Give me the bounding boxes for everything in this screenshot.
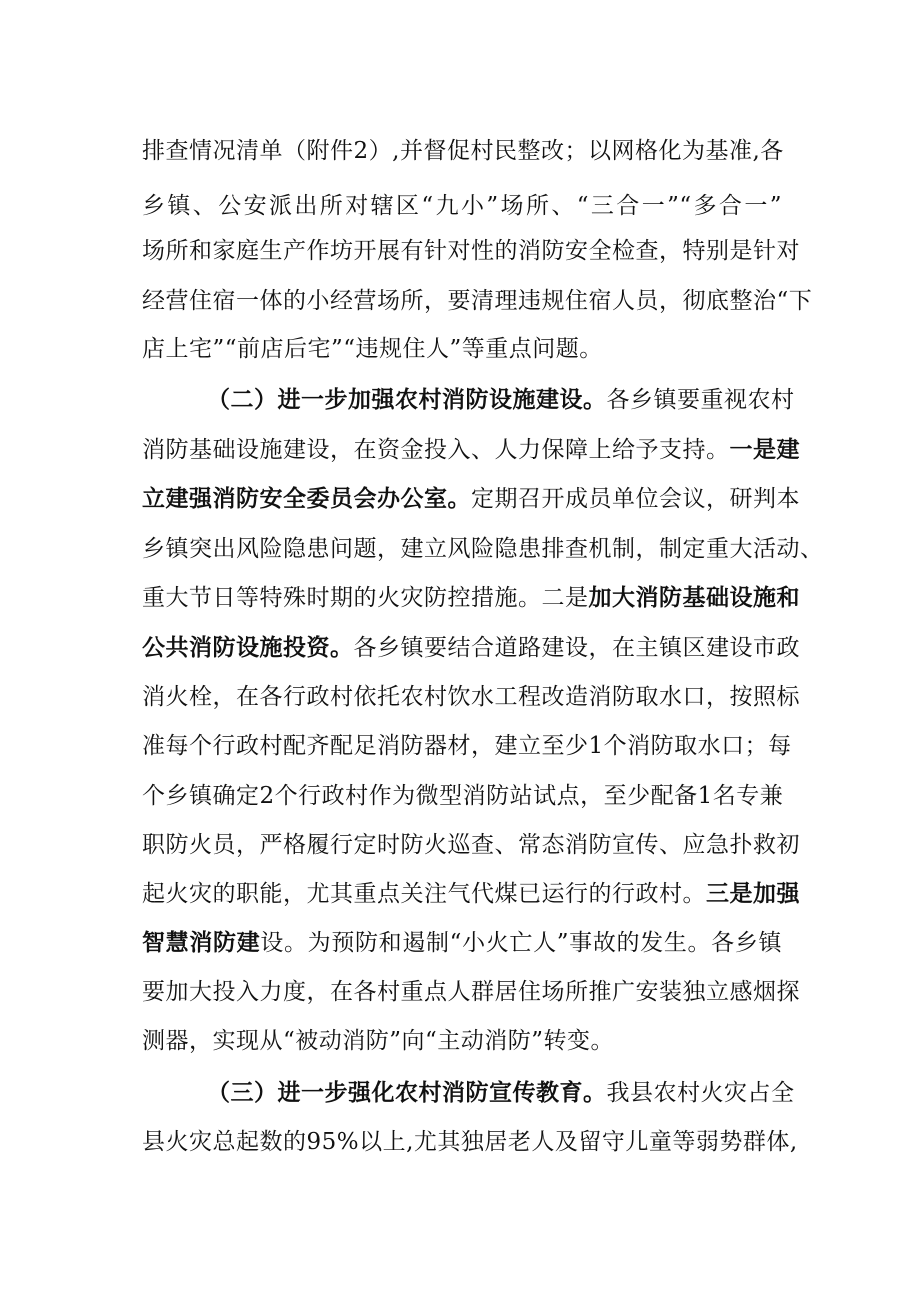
- text-line: [142, 827, 800, 863]
- emphasis-text: 加大消防基础设施和: [588, 584, 800, 611]
- text-line: [142, 481, 800, 517]
- text-line: [142, 133, 782, 169]
- text-run: 各乡镇要结合道路建设，在主镇区建设市政: [353, 635, 800, 661]
- text-line: [142, 188, 782, 224]
- text-run: 经营住宿一体的小经营场所，要清理违规住宿人员，彻底整治“下: [142, 288, 813, 314]
- text-run: 设。为预防和遏制“小火亡人”事故的发生。各乡镇: [260, 930, 782, 956]
- section-heading: （三）进一步强化农村消防宣传教育。: [207, 1079, 607, 1106]
- text-line: [142, 432, 800, 468]
- section-heading-line: [207, 1075, 795, 1111]
- text-run: 店上宅”“前店后宅”“违规住人”等重点问题。: [142, 336, 603, 362]
- text-line: [142, 331, 782, 367]
- text-run: 起火灾的职能，尤其重点关注气代煤已运行的行政村。: [142, 881, 706, 907]
- text-run: 消火栓，在各行政村依托农村饮水工程改造消防取水口，按照标: [142, 684, 800, 710]
- text-run: 准每个行政村配齐配足消防器材，建立至少1个消防取水口；每: [142, 733, 792, 759]
- text-line: [142, 876, 800, 912]
- text-run: 测器，实现从“被动消防”向“主动消防”转变。: [142, 1028, 615, 1054]
- section-heading: （二）进一步加强农村消防设施建设。: [207, 386, 607, 413]
- text-run: 个乡镇确定2个行政村作为微型消防站试点，至少配备1名专兼: [142, 783, 784, 809]
- text-run: 场所和家庭生产作坊开展有针对性的消防安全检查，特别是针对: [142, 238, 800, 264]
- text-line: [142, 679, 800, 715]
- text-line: [142, 728, 792, 764]
- text-line: [142, 974, 800, 1010]
- emphasis-text: 公共消防设施投资。: [142, 634, 354, 661]
- text-run: 要加大投入力度，在各村重点人群居住场所推广安装独立感烟探: [142, 979, 800, 1005]
- text-line: [142, 1023, 782, 1059]
- text-run: 县火灾总起数的95%以上,尤其独居老人及留守儿童等弱势群体,: [142, 1129, 798, 1155]
- text-run: 定期召开成员单位会议，研判本: [471, 486, 800, 512]
- text-run: 我县农村火灾占全: [606, 1080, 795, 1106]
- text-run: 乡镇突出风险隐患问题，建立风险隐患排查机制，制定重大活动、: [142, 536, 824, 562]
- emphasis-text: 三是加强: [706, 880, 800, 907]
- text-run: 职防火员，严格履行定时防火巡查、常态消防宣传、应急扑救初: [142, 832, 800, 858]
- text-run: 重大节日等特殊时期的火灾防控措施。二是: [142, 585, 589, 611]
- text-line: [142, 925, 782, 961]
- text-line: [142, 778, 782, 814]
- text-line: [142, 283, 813, 319]
- text-run: 乡镇、公安派出所对辖区“九小”场所、“三合一”“多合一”: [142, 193, 782, 219]
- text-run: 各乡镇要重视农村: [606, 387, 795, 413]
- text-line: [142, 233, 800, 269]
- text-line: [142, 630, 800, 666]
- text-line: [142, 580, 800, 616]
- emphasis-text: 一是建: [729, 436, 800, 463]
- text-line: [142, 531, 824, 567]
- emphasis-text: 立建强消防安全委员会办公室。: [142, 485, 471, 512]
- section-heading-line: [207, 382, 795, 418]
- emphasis-text: 智慧消防建: [142, 929, 261, 956]
- text-line: [142, 1124, 798, 1160]
- text-run: 排查情况清单（附件2）,并督促村民整改；以网格化为基准,各: [142, 138, 784, 164]
- text-run: 消防基础设施建设，在资金投入、人力保障上给予支持。: [142, 437, 730, 463]
